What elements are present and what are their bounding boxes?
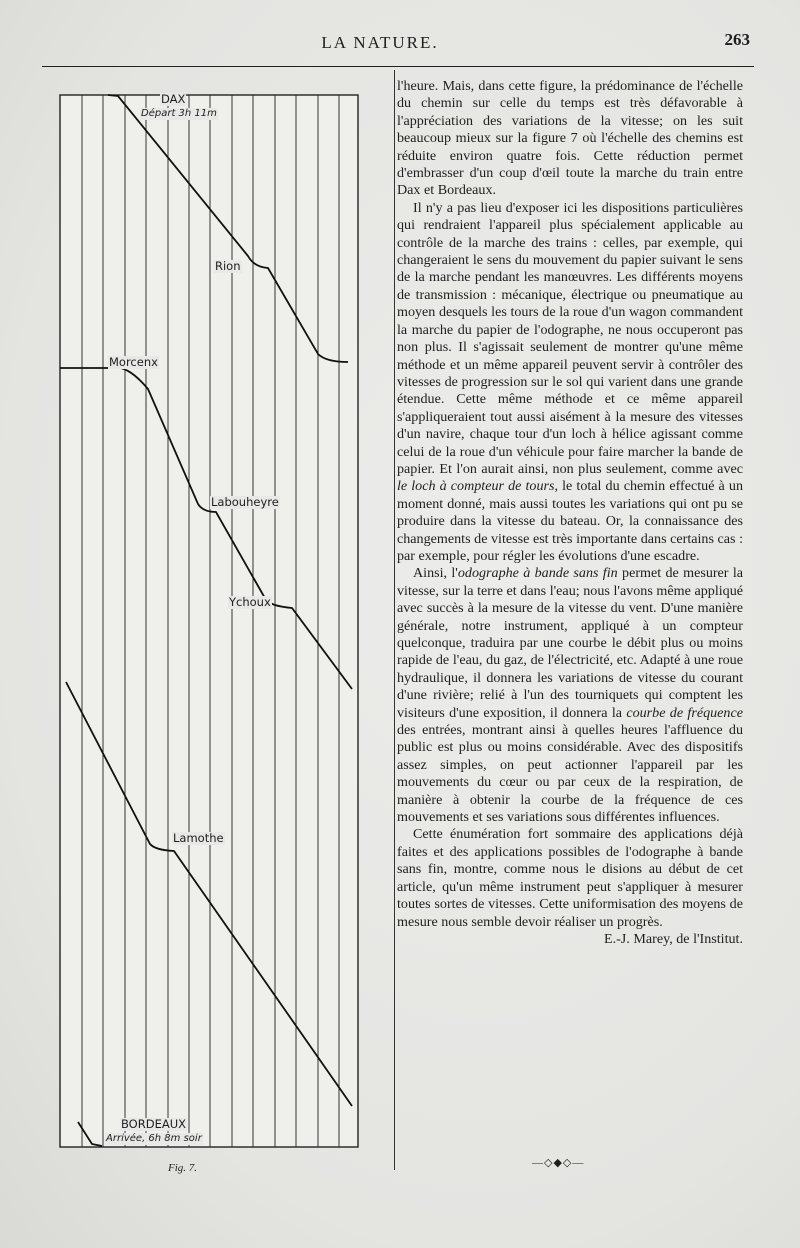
paragraph-4: Cette énumération fort sommaire des applications déjà faites et des applications possibles de l'odographe à bande sans fin, montre, comme nous le disions au début de cet article, qu'un même instrument peut s'appliquer à mesurer toutes sortes de vitesses. Cette uniformisation des moyens de mesure nous semble devoir réaliser un progrès.	[397, 826, 743, 930]
figure-caption: Fig. 7.	[168, 1162, 198, 1174]
paragraph-3-italic-2: courbe de fréquence	[626, 704, 743, 721]
paragraph-3-mid: permet de mesurer la vitesse, sur la terre et dans l'eau; nous l'avons même appliqué avec succès à la mesure de la vitesse du vent. D'une manière générale, notre instrument, appliqué à un compteur quelconque, traduira par une courbe le débit plus ou moins rapide de l'eau, du gaz, de l'électricité, etc. Adapté à une roue hydraulique, il donnera les variations de vitesse du courant d'une rivière; relié à l'un des tourniquets qui comptent les visiteurs d'une exposition, il donnera la	[397, 565, 744, 721]
station-label-bordeaux: BORDEAUX	[121, 1117, 187, 1131]
station-label-labouheyre: Labouheyre	[211, 495, 279, 509]
paragraph-3	[397, 565, 743, 826]
header-rule	[42, 66, 754, 67]
paragraph-1: l'heure. Mais, dans cette figure, la prédominance de l'échelle du chemin sur celle du temps est très défavorable à l'appréciation des variations de la vitesse; on les suit beaucoup mieux sur la figure 7 où l'échelle des chemins est réduite environ quatre fois. Cette réduction permet d'embrasser d'un coup d'œil toute la marche du train entre Dax et Bordeaux.	[397, 78, 743, 199]
paragraph-2	[397, 200, 743, 566]
paragraph-2-end: le total du chemin effectué à un moment donné, mais aussi toutes les variations qui ont pu se produire dans la vitesse du bateau. Or, la connaissance des changements de vitesse est très importante dans certains cas : par exemple, pour régler les évolutions d'une escadre.	[397, 478, 743, 564]
odograph-diagram	[58, 84, 362, 1154]
station-note-departure: Départ 3h 11m	[141, 108, 217, 119]
station-label-dax: DAX	[161, 92, 186, 106]
station-label-ychoux: Ychoux	[229, 595, 271, 609]
paragraph-3-end: des entrées, montrant ainsi à quelles heures l'affluence du public est plus ou moins considérable. Avec des dispositifs assez simples, on peut actionner l'appareil par les mouvements du cœur ou par ceux de la respiration, de manière à obtenir la courbe de la fréquence de ces mouvements et ses variations sous différentes influences.	[397, 722, 743, 826]
author-signature: E.-J. Marey, de l'Institut.	[603, 930, 743, 947]
running-header-title: LA NATURE.	[321, 33, 439, 52]
paragraph-3-italic: odographe à bande sans fin	[457, 565, 618, 582]
paragraph-3-start: Ainsi, l'	[413, 565, 458, 582]
figure-odograph-trace	[58, 84, 362, 1154]
paragraph-2-italic: le loch à compteur de tours,	[397, 478, 559, 495]
station-label-rion: Rion	[215, 259, 241, 273]
end-ornament: —◇◆◇—	[532, 1157, 585, 1169]
column-divider	[394, 70, 395, 1170]
paragraph-2-text: Il n'y a pas lieu d'exposer ici les dispositions particulières qui rendraient l'appareil plus spécialement applicable au contrôle de la marche des trains : celles, par exemple, qui changeraient le sens du mouvement du papier suivant le sens de la marche pendant les manœuvres. Les différents moyens de transmission : mécanique, électrique ou pneumatique au moyen desquels les tours de la roue d'un wagon commandent la marche du papier de l'odographe, ne nous occuperont pas non plus. Il s'agissait seulement de montrer qu'une même méthode et un même appareil peuvent servir à contrôler des vitesses de progression sur le sol qui varient dans une grande étendue. Cette même méthode et ce même appareil s'appliqueraient tout aussi aisément à la mesure des vitesses d'un navire, chaque tour d'un loch à hélice agissant comme celui de la roue d'un véhicule pour faire marcher la bande de papier. Et l'on aurait ainsi, non plus seulement, comme avec	[397, 199, 743, 477]
article-column	[397, 78, 743, 948]
station-note-arrival: Arrivée, 6h 8m soir	[106, 1133, 202, 1144]
station-label-lamothe: Lamothe	[173, 831, 224, 845]
station-label-morcenx: Morcenx	[109, 355, 158, 369]
page-number: 263	[724, 30, 750, 49]
figure-frame	[60, 92, 358, 1147]
